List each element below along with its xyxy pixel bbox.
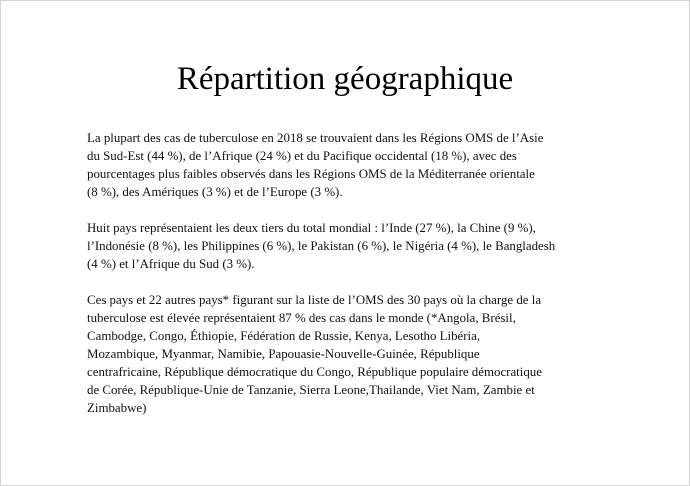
paragraph-eight-countries: Huit pays représentaient les deux tiers du total mondial : l’Inde (27 %), la Chine (9 %), l’Indonésie (8 %), les Philippines (6 %), le Pakistan (6 %), le Nigéria (4 %), le Bangladesh (4 %) et l’Afrique du Sud (3 %). — [87, 221, 556, 271]
paragraph-high-burden-countries: Ces pays et 22 autres pays* figurant sur la liste de l’OMS des 30 pays où la charge de la tuberculose est élevée représentaient 87 % des cas dans le monde (*Angola, Brésil, Cambodge, Congo, Éthiopie, Fédération de Russie, Kenya, Lesotho Libéria, Mozambique, Myanmar, Namibie, Papouasie-Nouvelle-Guinée, République centrafricaine, République démocratique du Congo, République populaire démocratique de Corée, République-Unie de Tanzanie, Sierra Leone,Thailande, Viet Nam, Zambie et Zimbabwe) — [87, 293, 542, 415]
paragraph-regions: La plupart des cas de tuberculose en 2018 se trouvaient dans les Régions OMS de l’Asie du Sud-Est (44 %), de l’Afrique (24 %) et du Pacifique occidental (18 %), avec des pourcentages plus faibles observés dans les Régions OMS de la Méditerranée orientale (8 %), des Amériques (3 %) et de l’Europe (3 %). — [87, 131, 544, 199]
slide-title: Répartition géographique — [176, 61, 514, 97]
slide-body — [87, 129, 612, 435]
